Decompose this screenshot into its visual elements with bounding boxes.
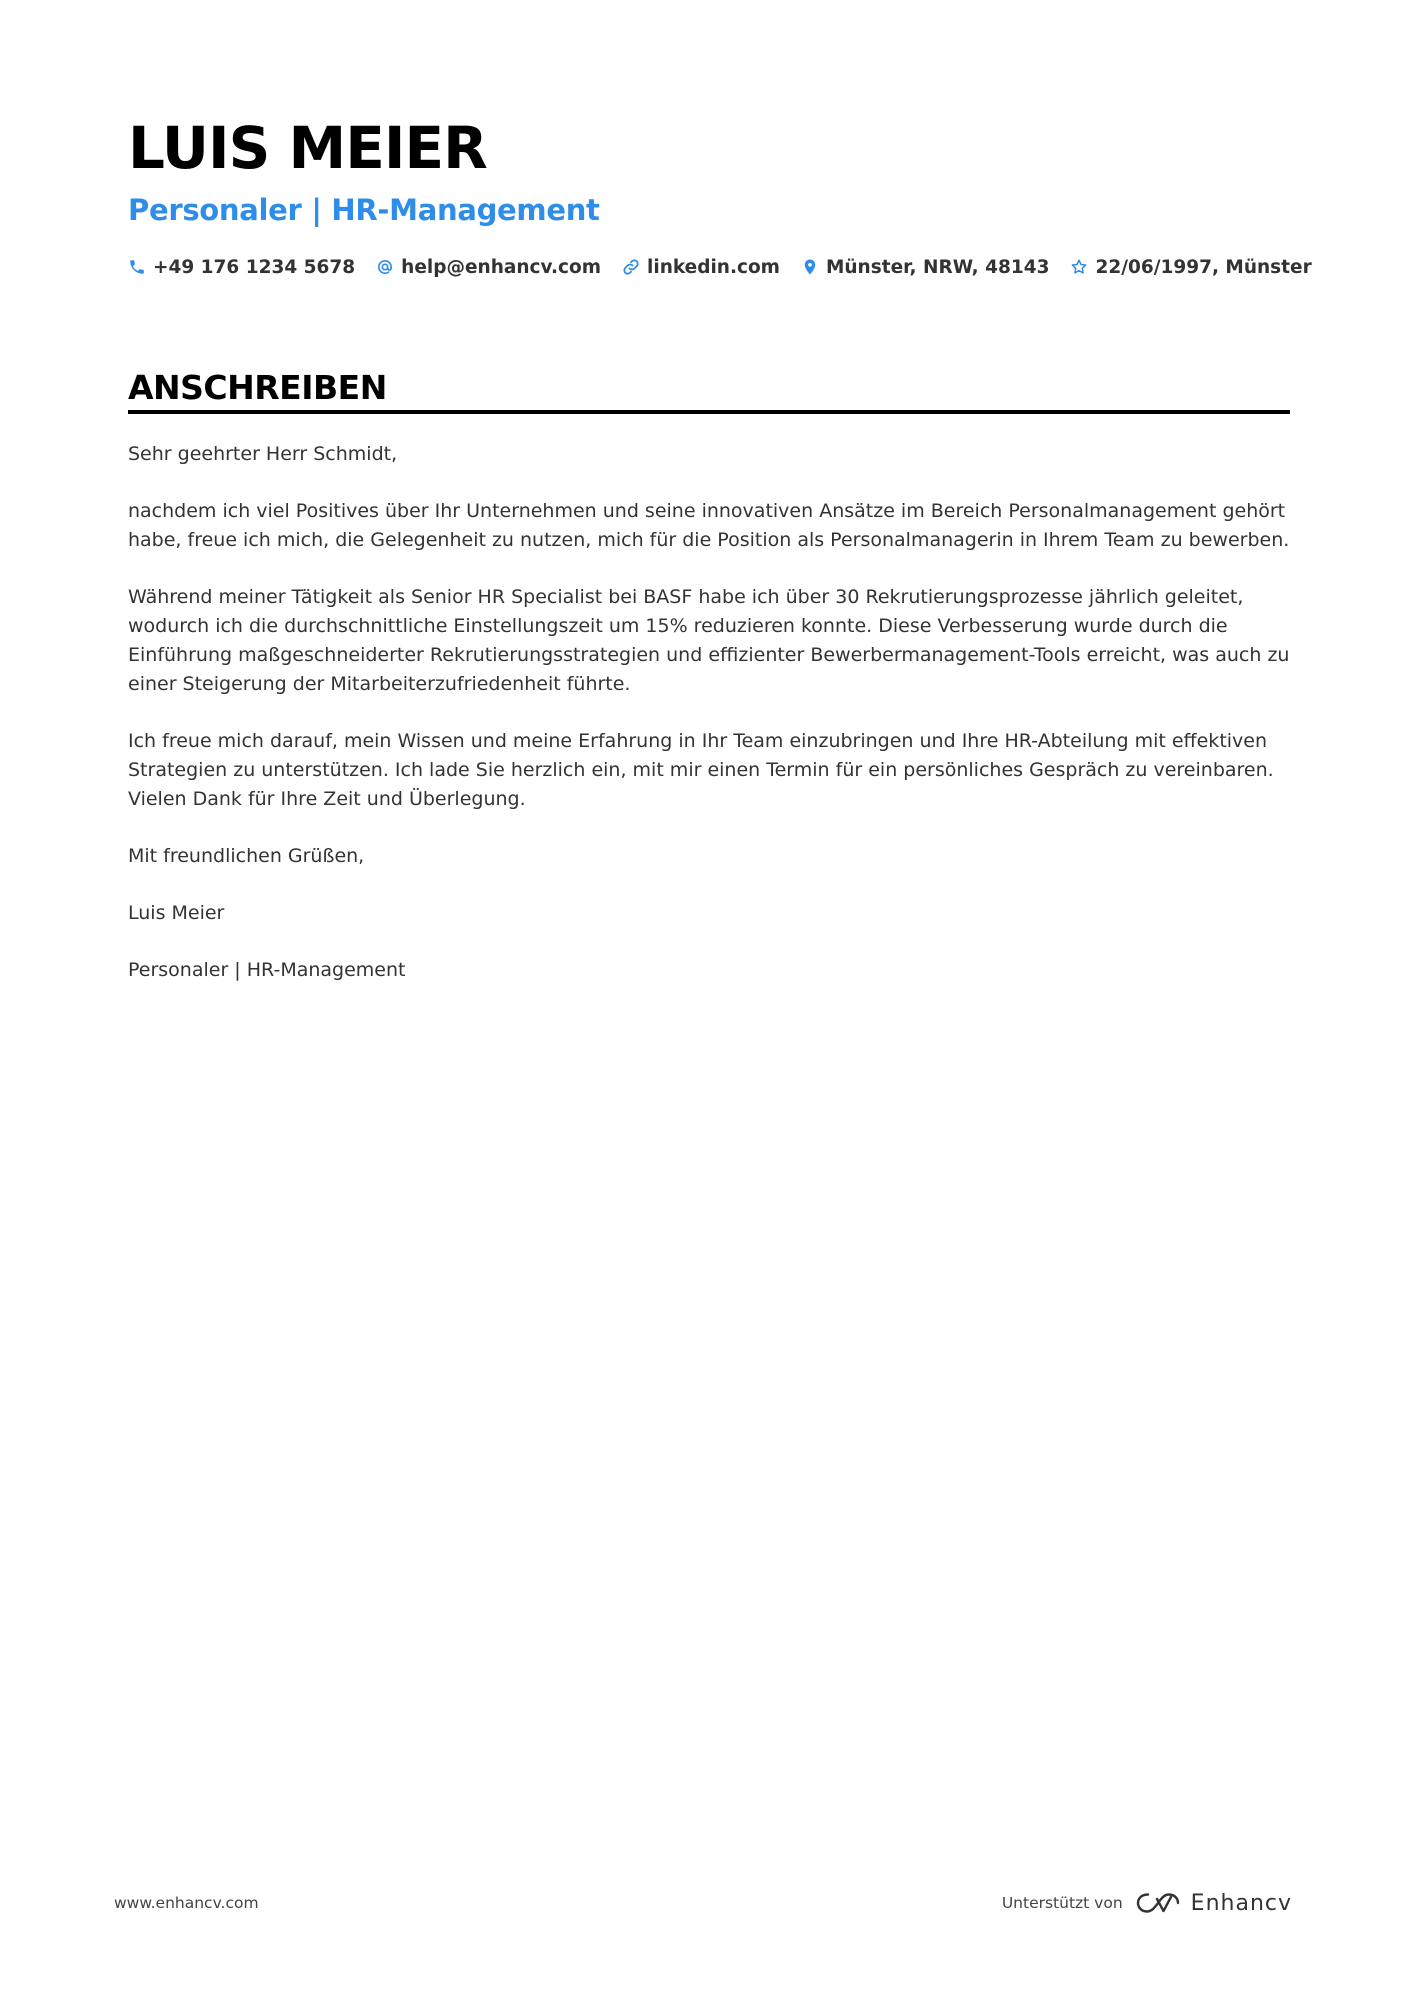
contact-email: [376, 257, 601, 278]
contact-phone-text: +49 176 1234 5678: [153, 256, 356, 278]
contact-phone: [128, 257, 355, 278]
applicant-title: Personaler | HR-Management: [128, 193, 600, 227]
at-icon: [376, 258, 394, 276]
contact-bar: [128, 252, 1333, 282]
letter-body: [128, 440, 1290, 1013]
letter-closing: Mit freundlichen Grüßen,: [128, 845, 365, 867]
contact-location: [801, 257, 1049, 278]
contact-birth-text: 22/06/1997, Münster: [1095, 256, 1312, 278]
phone-icon: [128, 258, 146, 276]
footer-branding: [1002, 1883, 1292, 1923]
contact-linkedin: [622, 257, 780, 278]
brand-name: Enhancv: [1190, 1890, 1292, 1916]
contact-email-text: help@enhancv.com: [401, 256, 602, 278]
star-icon: [1070, 258, 1088, 276]
letter-paragraph: Ich freue mich darauf, mein Wissen und meine Erfahrung in Ihr Team einzubringen und Ihre HR-Abteilung mit effektiven Strategien zu unterstützen. Ich lade Sie herzlich ein, mit mir einen Termin für ein persönliches Gespräch zu vereinbaren. Vielen Dank für Ihre Zeit und Überlegung.: [128, 730, 1274, 810]
section-divider: [128, 410, 1290, 414]
contact-birth: [1070, 257, 1311, 278]
location-pin-icon: [801, 258, 819, 276]
signature-name: Luis Meier: [128, 902, 225, 924]
link-icon: [622, 258, 640, 276]
signature-title: Personaler | HR-Management: [128, 959, 406, 981]
footer-website[interactable]: www.enhancv.com: [114, 1894, 259, 1912]
letter-salutation: Sehr geehrter Herr Schmidt,: [128, 443, 398, 465]
powered-by-text: Unterstützt von: [1001, 1894, 1123, 1912]
contact-location-text: Münster, NRW, 48143: [825, 256, 1050, 278]
applicant-name: LUIS MEIER: [128, 114, 487, 182]
letter-paragraph: nachdem ich viel Positives über Ihr Unternehmen und seine innovativen Ansätze im Bereich Personalmanagement gehört habe, freue ich mich, die Gelegenheit zu nutzen, mich für die Position als Personalmanagerin in Ihrem Team zu bewerben.: [128, 500, 1290, 551]
contact-linkedin-text: linkedin.com: [647, 256, 780, 278]
enhancv-logo-icon: [1135, 1890, 1181, 1916]
section-title: ANSCHREIBEN: [128, 368, 387, 407]
letter-paragraph: Während meiner Tätigkeit als Senior HR Specialist bei BASF habe ich über 30 Rekrutierungsprozesse jährlich geleitet, wodurch ich die durchschnittliche Einstellungszeit um 15% reduzieren konnte. Diese Verbesserung wurde durch die Einführung maßgeschneiderter Rekrutierungsstrategien und effizienter Bewerbermanagement-Tools erreicht, was auch zu einer Steigerung der Mitarbeiterzufriedenheit führte.: [128, 586, 1290, 695]
